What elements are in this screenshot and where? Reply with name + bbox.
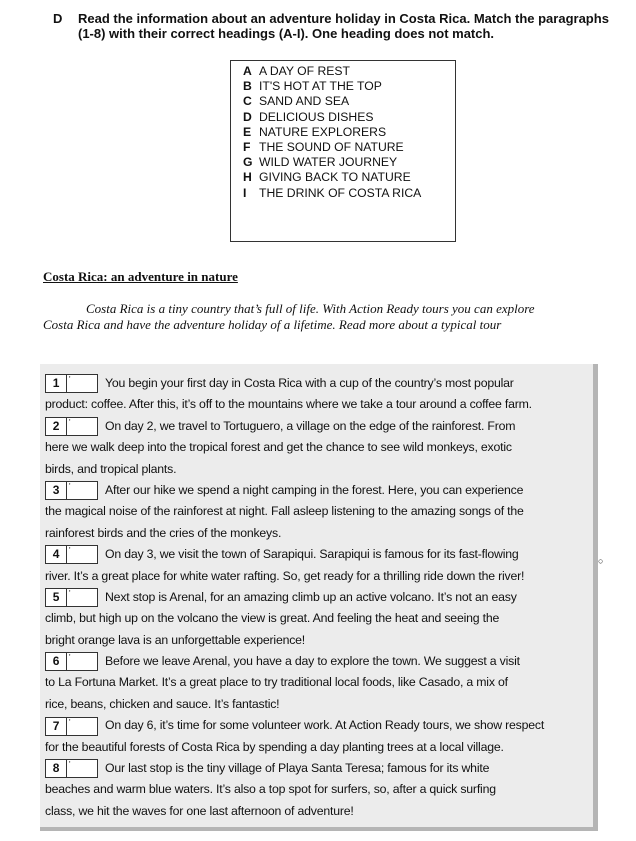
answer-tick: '	[69, 653, 71, 663]
paragraph-number: 5	[46, 589, 67, 606]
paragraph-text: You begin your first day in Costa Rica with a cup of the country’s most popular	[105, 376, 514, 390]
task-instruction: Read the information about an adventure holiday in Costa Rica. Match the paragraphs (1-8) with their correct headings (A-I). One heading does not match.	[78, 11, 609, 41]
margin-marker: ○	[598, 556, 604, 566]
answer-tick: '	[69, 589, 71, 599]
heading-letter: F	[243, 140, 251, 155]
paragraph-line	[45, 651, 585, 672]
heading-item	[243, 155, 455, 170]
paragraph-line	[45, 758, 585, 779]
paragraph-text: rice, beans, chicken and sauce. It’s fantastic!	[45, 696, 280, 711]
answer-tick: '	[69, 482, 71, 492]
paragraph-text: climb, but high up on the volcano the view is great. And feeling the heat and seeing the	[45, 611, 500, 626]
paragraph-line	[45, 737, 585, 758]
paragraph-text: to La Fortuna Market. It’s a great place to try traditional local foods, like Casado, a mix of	[45, 675, 508, 690]
heading-letter: H	[243, 170, 252, 185]
heading-letter: B	[243, 79, 252, 94]
paragraph-text: class, we hit the waves for one last afternoon of adventure!	[45, 803, 354, 818]
paragraph-number: 2	[46, 418, 67, 435]
intro-line-2: Costa Rica and have the adventure holiday of a lifetime. Read more about a typical tour	[43, 317, 502, 332]
headings-box	[230, 60, 456, 242]
answer-box[interactable]	[45, 417, 98, 436]
paragraph-number: 3	[46, 482, 67, 499]
answer-tick: '	[69, 760, 71, 770]
answer-box[interactable]	[45, 374, 98, 393]
paragraph-text: Our last stop is the tiny village of Playa Santa Teresa; famous for its white	[105, 761, 490, 776]
paragraph-number: 1	[46, 375, 67, 392]
heading-letter: G	[243, 155, 253, 170]
paragraph-line	[45, 566, 585, 587]
paragraph-line	[45, 630, 585, 651]
paragraph-line	[45, 715, 585, 736]
paragraph-line	[45, 480, 585, 501]
intro-line-1: Costa Rica is a tiny country that’s full of life. With Action Ready tours you can explore	[86, 301, 535, 316]
paragraph-text: river. It’s a great place for white water rafting. So, get ready for a thrilling ride down the river!	[45, 568, 525, 583]
heading-text: NATURE EXPLORERS	[259, 124, 387, 139]
heading-text: THE SOUND OF NATURE	[259, 140, 404, 155]
paragraph-text: rainforest birds and the cries of the monkeys.	[45, 525, 282, 540]
paragraph-text: Next stop is Arenal, for an amazing climb up an active volcano. It’s not an easy	[105, 589, 517, 604]
heading-text: GIVING BACK TO NATURE	[259, 170, 411, 185]
heading-text: A DAY OF REST	[259, 64, 350, 78]
heading-letter: I	[243, 185, 247, 200]
paragraph-text: for the beautiful forests of Costa Rica by spending a day planting trees at a local village.	[45, 739, 504, 754]
paragraph-line	[45, 416, 585, 437]
answer-box[interactable]	[45, 652, 98, 671]
paragraph-line	[45, 608, 585, 629]
answer-tick: '	[69, 375, 71, 385]
heading-item	[243, 140, 455, 155]
heading-item	[243, 186, 455, 201]
answer-tick: '	[69, 418, 71, 428]
paragraph-text: On day 3, we visit the town of Sarapiqui. Sarapiqui is famous for its fast-flowing	[105, 547, 519, 562]
task-letter: D	[53, 11, 63, 26]
heading-item	[243, 125, 455, 140]
paragraph-text: Before we leave Arenal, you have a day to explore the town. We suggest a visit	[105, 654, 520, 669]
paragraph-number: 7	[46, 718, 67, 735]
answer-box[interactable]	[45, 481, 98, 500]
heading-letter: C	[243, 94, 252, 109]
paragraph-line	[45, 672, 585, 693]
answer-tick: '	[69, 546, 71, 556]
heading-text: THE DRINK OF COSTA RICA	[259, 185, 422, 200]
heading-item	[243, 64, 455, 79]
paragraph-line	[45, 801, 585, 822]
paragraph-line	[45, 523, 585, 544]
heading-text: DELICIOUS DISHES	[259, 109, 374, 124]
paragraph-number: 8	[46, 760, 67, 777]
heading-letter: A	[243, 64, 252, 78]
heading-text: WILD WATER JOURNEY	[259, 155, 398, 170]
paragraph-text: On day 2, we travel to Tortuguero, a village on the edge of the rainforest. From	[105, 418, 516, 433]
heading-item	[243, 94, 455, 109]
heading-text: IT'S HOT AT THE TOP	[259, 79, 382, 94]
paragraph-number: 4	[46, 546, 67, 563]
article-title: Costa Rica: an adventure in nature	[43, 269, 238, 284]
paragraph-text: birds, and tropical plants.	[45, 461, 177, 476]
paragraph-text: After our hike we spend a night camping in the forest. Here, you can experience	[105, 482, 524, 497]
paragraph-line	[45, 437, 585, 458]
answer-box[interactable]	[45, 588, 98, 607]
paragraph-text: here we walk deep into the tropical forest and get the chance to see wild monkeys, exotic	[45, 440, 512, 455]
paragraph-line	[45, 694, 585, 715]
answer-box[interactable]	[45, 545, 98, 564]
paragraph-text: bright orange lava is an unforgettable experience!	[45, 632, 306, 647]
answer-tick: '	[69, 717, 71, 727]
answer-box[interactable]	[45, 759, 98, 778]
paragraph-line	[45, 459, 585, 480]
heading-letter: E	[243, 124, 252, 139]
paragraph-list	[45, 373, 585, 822]
paragraph-number: 6	[46, 653, 67, 670]
heading-item	[243, 110, 455, 125]
heading-letter: D	[243, 109, 252, 124]
paragraph-text: On day 6, it’s time for some volunteer work. At Action Ready tours, we show respect	[105, 718, 545, 733]
paragraph-line	[45, 779, 585, 800]
paragraph-line	[45, 373, 585, 394]
article-intro	[43, 301, 598, 333]
paragraph-line	[45, 587, 585, 608]
answer-box[interactable]	[45, 717, 98, 736]
paragraph-line	[45, 501, 585, 522]
paragraph-text: beaches and warm blue waters. It’s also a top spot for surfers, so, after a quick surfing	[45, 782, 496, 797]
paragraph-line	[45, 394, 585, 415]
heading-item	[243, 170, 455, 185]
paragraph-text: the magical noise of the rainforest at night. Fall asleep listening to the amazing songs of the	[45, 504, 524, 519]
paragraph-line	[45, 544, 585, 565]
heading-text: SAND AND SEA	[259, 94, 350, 109]
paragraph-text: product: coffee. After this, it’s off to the mountains where we take a tour around a coffee farm.	[45, 397, 532, 412]
heading-item	[243, 79, 455, 94]
